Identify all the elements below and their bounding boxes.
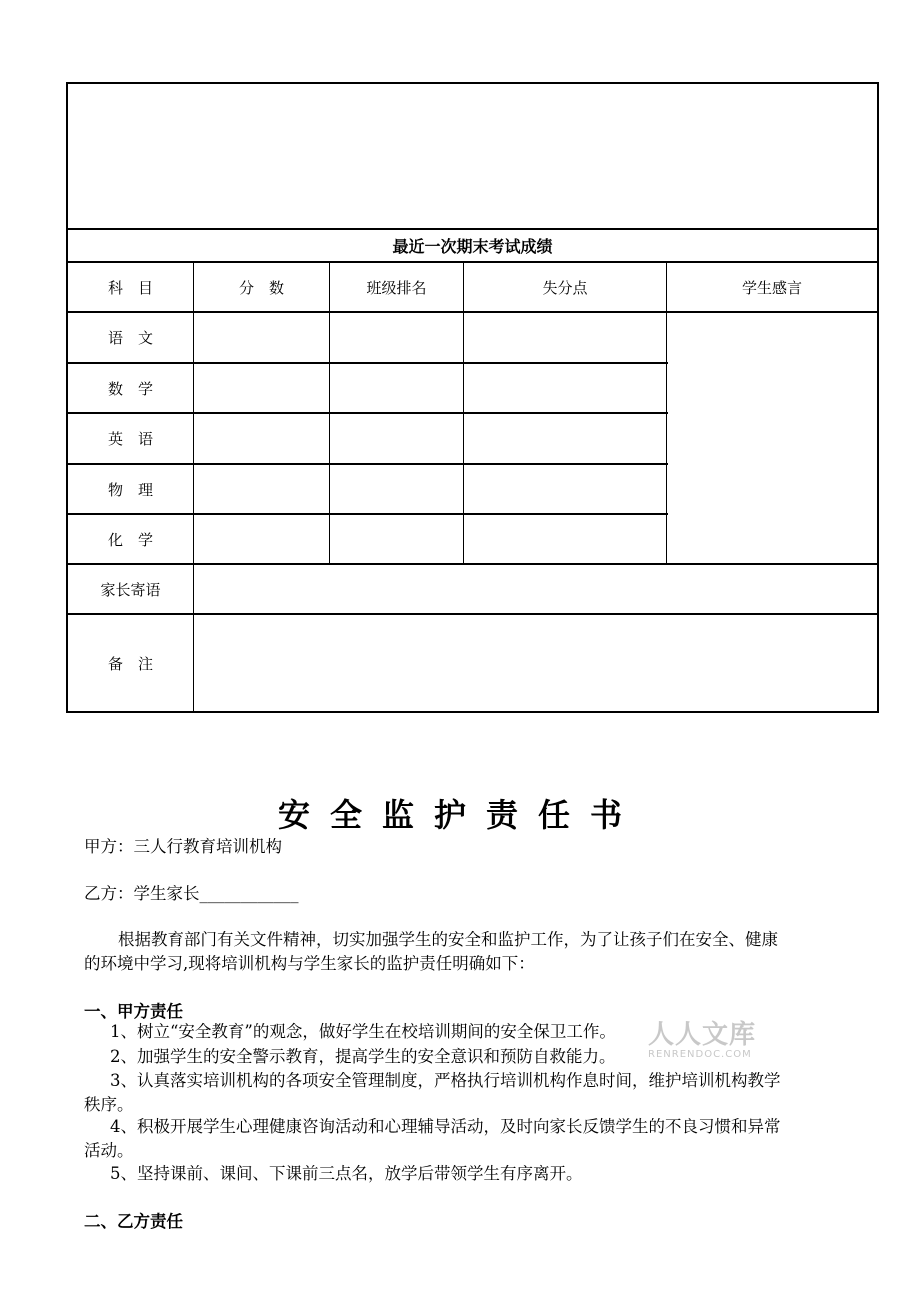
item-5: 5、坚持课前、课间、下课前三点名，放学后带领学生有序离开。 — [110, 1164, 583, 1183]
item-4-line-1: 4、积极开展学生心理健康咨询活动和心理辅导活动，及时向家长反馈学生的不良习惯和异常 — [110, 1117, 781, 1136]
table-title: 最近一次期末考试成绩 — [392, 237, 553, 256]
header-score: 分 数 — [238, 278, 284, 297]
item-2: 2、加强学生的安全警示教育，提高学生的安全意识和预防自救能力。 — [110, 1047, 616, 1066]
watermark-domain: RENRENDOC.COM — [648, 1049, 752, 1060]
subject-english: 英 语 — [107, 430, 153, 448]
party-b: 乙方：学生家长____________ — [84, 884, 299, 903]
table-border-right — [877, 82, 879, 713]
intro-line-2: 的环境中学习,现将培训机构与学生家长的监护责任明确如下： — [84, 954, 535, 973]
watermark — [648, 1014, 756, 1060]
table-border-bottom — [66, 711, 879, 713]
parent-message-label: 家长寄语 — [100, 580, 161, 599]
section-b-heading: 二、乙方责任 — [84, 1212, 183, 1231]
subject-chemistry: 化 学 — [107, 530, 153, 549]
header-student-comments: 学生感言 — [741, 278, 802, 297]
table-border-top — [66, 82, 879, 84]
remarks-label: 备 注 — [107, 654, 153, 673]
watermark-logo-text: 人人文库 — [648, 1020, 757, 1050]
item-3-line-2: 秩序。 — [84, 1095, 134, 1114]
item-3-line-1: 3、认真落实培训机构的各项安全管理制度，严格执行培训机构作息时间，维护培训机构教学 — [110, 1071, 781, 1090]
intro-line-1: 根据教育部门有关文件精神，切实加强学生的安全和监护工作，为了让孩子们在安全、健康 — [118, 930, 778, 949]
header-subject: 科 目 — [107, 278, 153, 297]
section-a-heading: 一、甲方责任 — [84, 1002, 183, 1021]
party-a: 甲方：三人行教育培训机构 — [84, 837, 282, 856]
subject-chinese: 语 文 — [107, 329, 153, 347]
table-col-rule — [193, 261, 194, 713]
header-class-rank: 班级排名 — [366, 278, 427, 297]
item-4-line-2: 活动。 — [84, 1141, 134, 1160]
subject-physics: 物 理 — [107, 480, 153, 499]
document-title: 安全监护责任书 — [277, 796, 642, 834]
header-lost-points: 失分点 — [542, 278, 588, 297]
subject-math: 数 学 — [107, 379, 153, 398]
grade-table — [66, 82, 879, 713]
item-1: 1、树立“安全教育”的观念，做好学生在校培训期间的安全保卫工作。 — [110, 1022, 616, 1041]
